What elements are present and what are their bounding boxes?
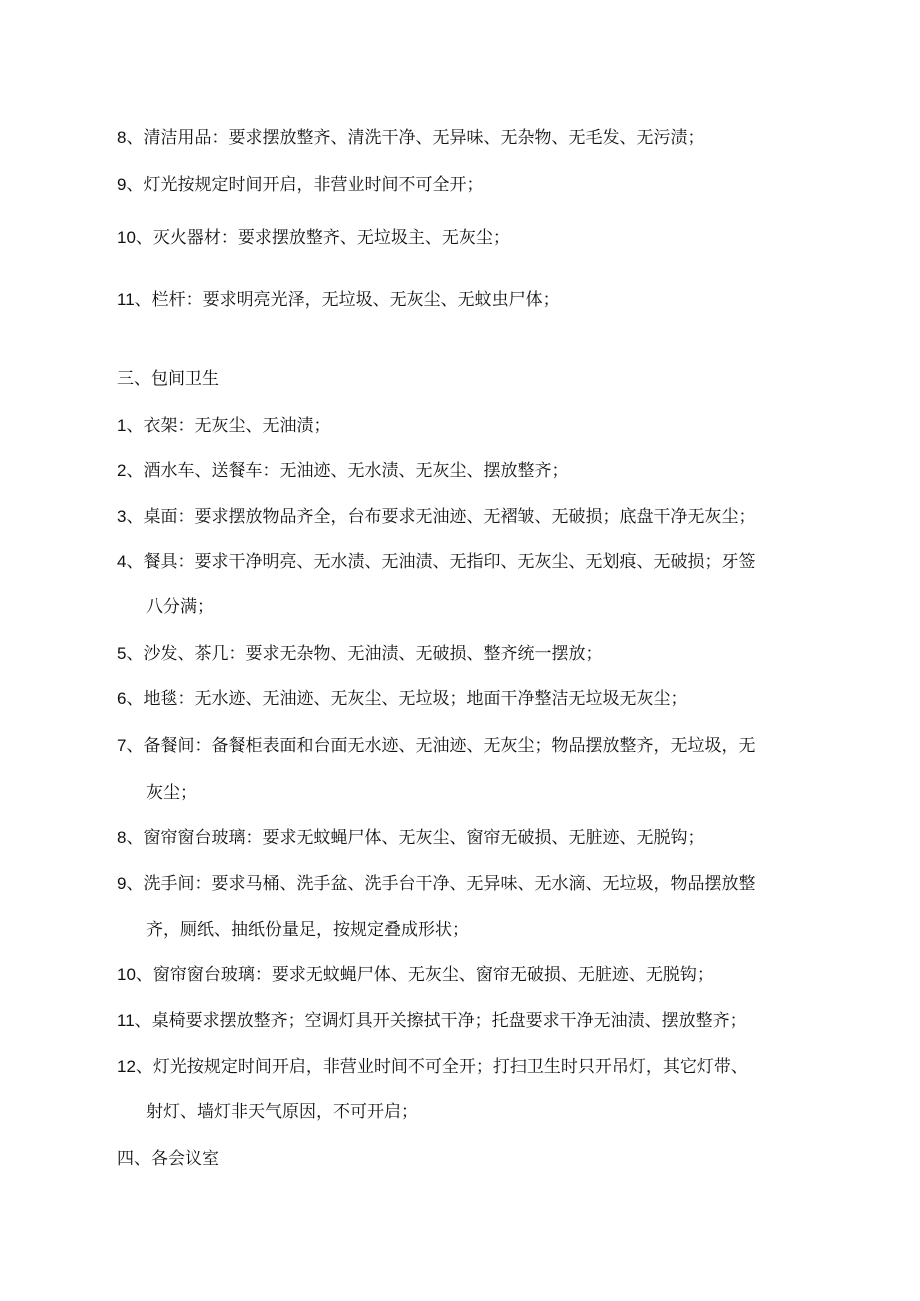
item-text: 餐具：要求干净明亮、无水渍、无油渍、无指印、无灰尘、无划痕、无破损；牙签 [143, 552, 756, 572]
item-text: 灭火器材：要求摆放整齐、无垃圾主、无灰尘； [152, 228, 510, 248]
list-item [117, 415, 330, 437]
section-heading: 四、各会议室 [117, 1149, 219, 1169]
item-number: 9、 [117, 874, 144, 893]
section-heading: 三、包间卫生 [117, 369, 219, 389]
item-text: 窗帘窗台玻璃：要求无蚊蝇尸体、无灰尘、窗帘无破损、无脏迹、无脱钩； [152, 965, 714, 985]
item-number: 4、 [117, 552, 144, 571]
list-item-continuation: 射灯、墙灯非天气原因，不可开启； [146, 1102, 418, 1122]
list-item-continuation: 八分满； [146, 597, 214, 617]
item-number: 1、 [117, 416, 144, 435]
list-item [117, 873, 755, 895]
item-number: 3、 [117, 507, 144, 526]
item-number: 7、 [117, 736, 144, 755]
item-text: 衣架：无灰尘、无油渍； [143, 416, 331, 436]
list-item-continuation: 灰尘； [146, 783, 197, 803]
item-text: 栏杆：要求明亮光泽，无垃圾、无灰尘、无蚊虫尸体； [151, 290, 560, 310]
list-item [117, 460, 568, 482]
list-item [117, 827, 704, 849]
list-item [117, 688, 687, 710]
list-item [117, 174, 483, 196]
list-item [117, 1010, 747, 1032]
item-text: 酒水车、送餐车：无油迹、无水渍、无灰尘、摆放整齐； [143, 461, 569, 481]
item-text: 灯光按规定时间开启，非营业时间不可全开； [143, 175, 484, 195]
item-text: 清洁用品：要求摆放整齐、清洗干净、无异味、无杂物、无毛发、无污渍； [143, 128, 705, 148]
item-number: 11、 [117, 290, 152, 309]
item-number: 9、 [117, 175, 144, 194]
list-item [117, 551, 755, 573]
item-text: 沙发、茶几：要求无杂物、无油渍、无破损、整齐统一摆放； [143, 644, 603, 664]
item-number: 5、 [117, 644, 144, 663]
item-text: 备餐间：备餐柜表面和台面无水迹、无油迹、无灰尘；物品摆放整齐，无垃圾，无 [143, 736, 756, 756]
item-text: 桌面：要求摆放物品齐全，台布要求无油迹、无褶皱、无破损；底盘干净无灰尘； [143, 507, 756, 527]
item-number: 6、 [117, 689, 144, 708]
item-number: 8、 [117, 828, 144, 847]
item-text: 窗帘窗台玻璃：要求无蚊蝇尸体、无灰尘、窗帘无破损、无脏迹、无脱钩； [143, 828, 705, 848]
item-text: 桌椅要求摆放整齐；空调灯具开关擦拭干净；托盘要求干净无油渍、摆放整齐； [151, 1011, 747, 1031]
list-item [117, 289, 560, 311]
list-item-continuation: 齐，厕纸、抽纸份量足，按规定叠成形状； [146, 920, 469, 940]
item-text: 灯光按规定时间开启，非营业时间不可全开；打扫卫生时只开吊灯，其它灯带、 [152, 1057, 748, 1077]
item-number: 2、 [117, 461, 144, 480]
list-item [117, 643, 602, 665]
list-item [117, 127, 704, 149]
item-number: 12、 [117, 1057, 153, 1076]
item-text: 地毯：无水迹、无油迹、无灰尘、无垃圾；地面干净整洁无垃圾无灰尘； [143, 689, 688, 709]
list-item [117, 227, 510, 249]
list-item [117, 735, 755, 757]
item-number: 10、 [117, 228, 153, 247]
list-item [117, 1056, 748, 1078]
item-number: 11、 [117, 1011, 152, 1030]
list-item [117, 506, 755, 528]
item-text: 洗手间：要求马桶、洗手盆、洗手台干净、无异味、无水滴、无垃圾，物品摆放整 [143, 874, 756, 894]
item-number: 10、 [117, 965, 153, 984]
item-number: 8、 [117, 128, 144, 147]
list-item [117, 964, 714, 986]
